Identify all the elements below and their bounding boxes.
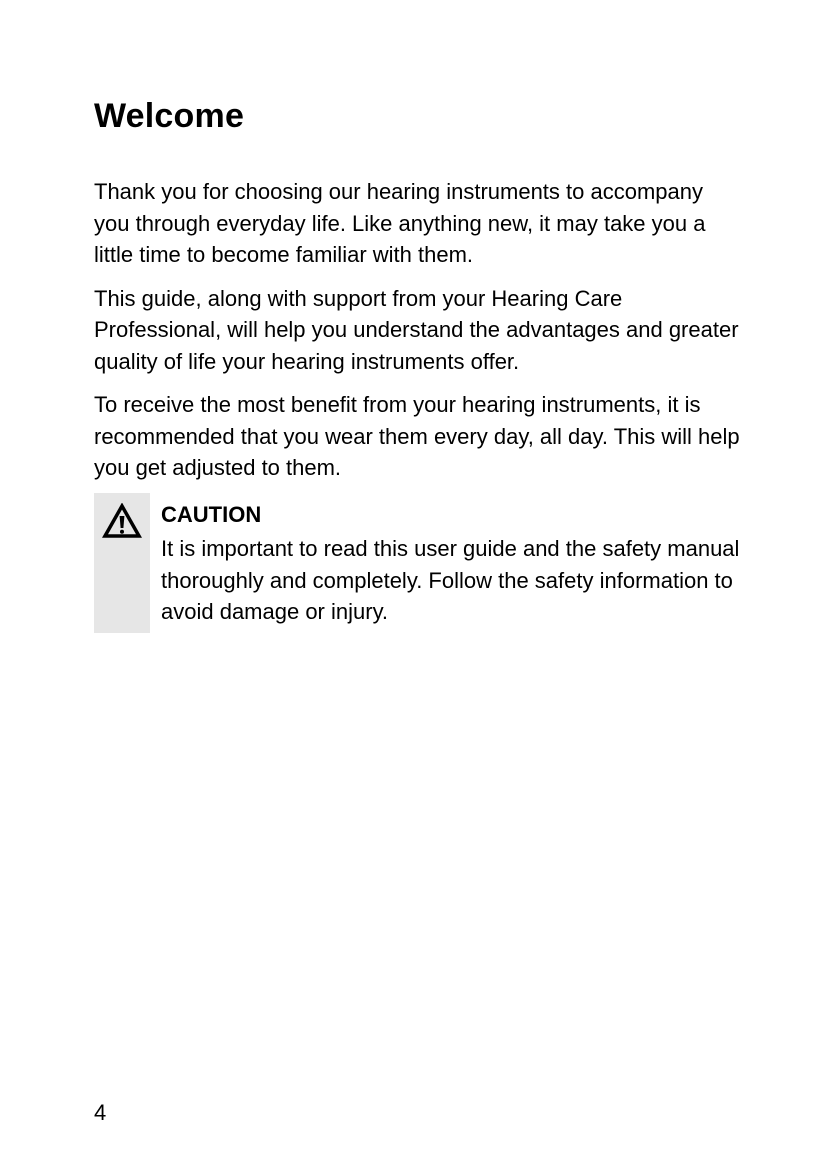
paragraph-intro: Thank you for choosing our hearing instruments to accompany you through everyday life. Like anything new, it may take you a little time to become familiar with them.: [94, 179, 706, 267]
caution-box: [94, 493, 754, 633]
paragraph-wear: To receive the most benefit from your hearing instruments, it is recommended that you wear them every day, all day. This will help you get adjusted to them.: [94, 392, 740, 480]
caution-sidebar: [94, 493, 150, 633]
caution-body: It is important to read this user guide and the safety manual thoroughly and completely. Follow the safety information to avoid damage or injury.: [161, 536, 740, 624]
page-number: 4: [94, 1100, 107, 1125]
page-title: Welcome: [94, 97, 245, 135]
caution-title: CAUTION: [161, 502, 262, 527]
paragraph-guide: This guide, along with support from your Hearing Care Professional, will help you understand the advantages and greater quality of life your hearing instruments offer.: [94, 285, 739, 374]
warning-triangle-icon: [102, 503, 142, 539]
caution-content: [161, 499, 751, 628]
body-text: [94, 176, 744, 496]
